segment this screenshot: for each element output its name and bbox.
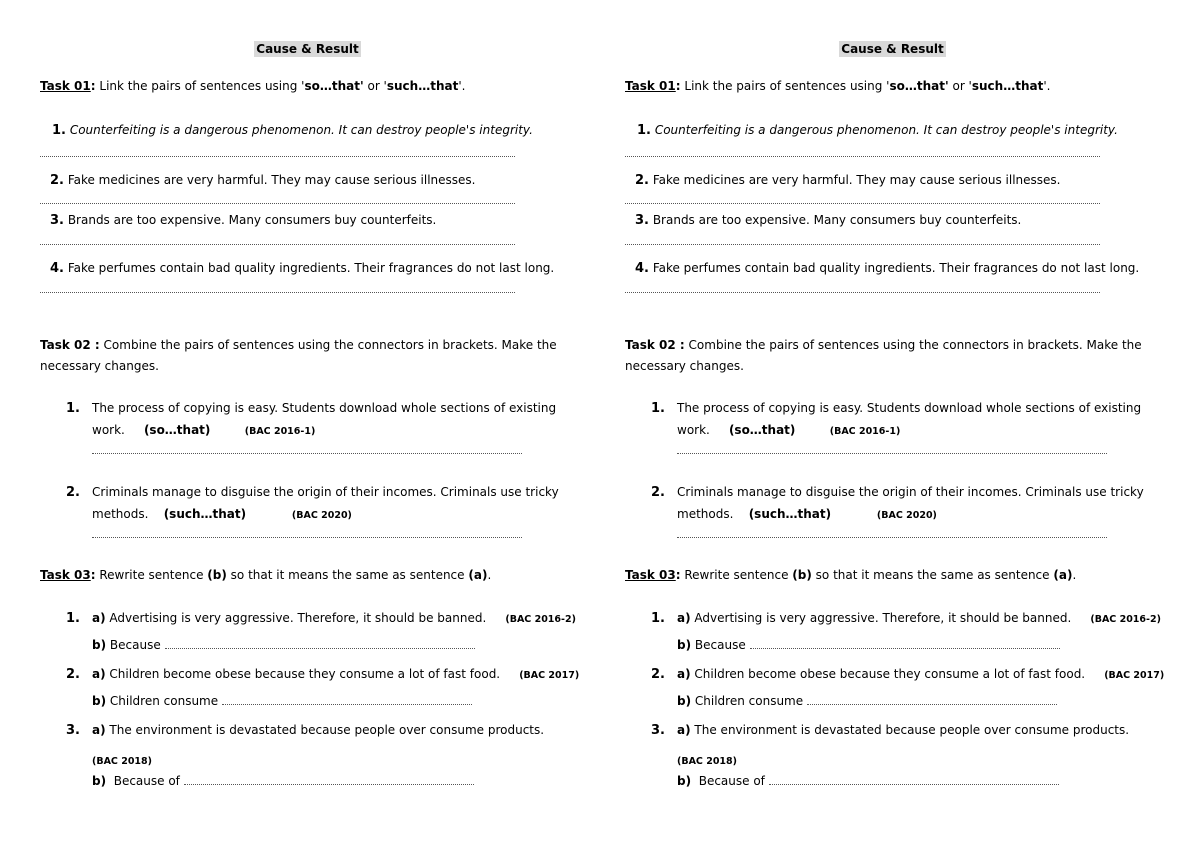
answer-line[interactable] bbox=[625, 203, 1100, 204]
task1-instruction: Task 01: Link the pairs of sentences using 'so…that' or 'such…that'. bbox=[40, 79, 466, 93]
task2-item-2: 2. Criminals manage to disguise the origin of their incomes. Criminals use tricky bbox=[651, 485, 1144, 500]
task1-item-3: 3. Brands are too expensive. Many consumers buy counterfeits. bbox=[50, 213, 437, 228]
task3-item-1: 1. a) Advertising is very aggressive. Therefore, it should be banned. (BAC 2016-2) bbox=[651, 611, 1161, 626]
task3-label: Task 03 bbox=[40, 568, 91, 582]
answer-line[interactable] bbox=[40, 156, 515, 157]
bac-tag: (BAC 2018) bbox=[677, 756, 737, 767]
answer-line[interactable] bbox=[92, 453, 522, 454]
task3-item-3-b: b) Because of bbox=[92, 774, 474, 788]
task3-item-2-b: b) Children consume bbox=[92, 694, 472, 708]
answer-line[interactable] bbox=[40, 292, 515, 293]
answer-line[interactable] bbox=[184, 774, 474, 785]
task3-item-3-b: b) Because of bbox=[677, 774, 1059, 788]
task2-instruction: Task 02 : Combine the pairs of sentences using the connectors in brackets. Make the bbox=[40, 338, 557, 352]
answer-line[interactable] bbox=[677, 453, 1107, 454]
worksheet-left bbox=[40, 0, 600, 849]
task1-item-1: 1. Counterfeiting is a dangerous phenomenon. It can destroy people's integrity. bbox=[52, 123, 533, 138]
bac-tag: (BAC 2020) bbox=[291, 510, 352, 521]
task1-item-1: 1. Counterfeiting is a dangerous phenomenon. It can destroy people's integrity. bbox=[637, 123, 1118, 138]
task3-item-3: 3. a) The environment is devastated because people over consume products. bbox=[66, 723, 545, 738]
answer-line[interactable] bbox=[807, 694, 1057, 705]
task1-label: Task 01 bbox=[40, 79, 91, 93]
task3-item-2-b: b) Children consume bbox=[677, 694, 1057, 708]
bac-tag: (BAC 2016-1) bbox=[244, 426, 316, 437]
task2-item-1-cont: work. (so…that) (BAC 2016-1) bbox=[92, 423, 316, 437]
task1-item-4: 4. Fake perfumes contain bad quality ingredients. Their fragrances do not last long. bbox=[50, 261, 555, 276]
bac-tag: (BAC 2016-2) bbox=[1090, 614, 1161, 625]
task3-item-1-b: b) Because bbox=[677, 638, 1060, 652]
task2-instruction-cont: necessary changes. bbox=[40, 359, 159, 373]
answer-line[interactable] bbox=[40, 203, 515, 204]
task2-instruction-cont: necessary changes. bbox=[625, 359, 744, 373]
worksheet-title: Cause & Result bbox=[841, 42, 944, 56]
bac-tag: (BAC 2016-2) bbox=[505, 614, 576, 625]
task1-item-4: 4. Fake perfumes contain bad quality ingredients. Their fragrances do not last long. bbox=[635, 261, 1140, 276]
bac-tag: (BAC 2017) bbox=[519, 670, 580, 681]
task2-label: Task 02 bbox=[40, 338, 91, 352]
task2-item-2-cont: methods. (such…that) (BAC 2020) bbox=[677, 507, 937, 521]
answer-line[interactable] bbox=[625, 156, 1100, 157]
task2-label: Task 02 bbox=[625, 338, 676, 352]
answer-line[interactable] bbox=[40, 244, 515, 245]
task3-item-2: 2. a) Children become obese because they consume a lot of fast food. (BAC 2017) bbox=[66, 667, 580, 682]
task3-instruction: Task 03: Rewrite sentence (b) so that it means the same as sentence (a). bbox=[625, 568, 1077, 582]
answer-line[interactable] bbox=[222, 694, 472, 705]
task1-label: Task 01 bbox=[625, 79, 676, 93]
bac-tag: (BAC 2020) bbox=[876, 510, 937, 521]
task2-item-1-cont: work. (so…that) (BAC 2016-1) bbox=[677, 423, 901, 437]
task1-instruction: Task 01: Link the pairs of sentences using 'so…that' or 'such…that'. bbox=[625, 79, 1051, 93]
bac-tag: (BAC 2018) bbox=[92, 756, 152, 767]
task3-item-1: 1. a) Advertising is very aggressive. Therefore, it should be banned. (BAC 2016-2) bbox=[66, 611, 576, 626]
task2-instruction: Task 02 : Combine the pairs of sentences using the connectors in brackets. Make the bbox=[625, 338, 1142, 352]
answer-line[interactable] bbox=[92, 537, 522, 538]
task1-item-2: 2. Fake medicines are very harmful. They may cause serious illnesses. bbox=[635, 173, 1061, 188]
task3-label: Task 03 bbox=[625, 568, 676, 582]
task2-item-1: 1. The process of copying is easy. Students download whole sections of existing bbox=[651, 401, 1142, 416]
task3-item-2: 2. a) Children become obese because they consume a lot of fast food. (BAC 2017) bbox=[651, 667, 1165, 682]
task3-item-3-bac bbox=[677, 749, 737, 768]
task3-instruction: Task 03: Rewrite sentence (b) so that it means the same as sentence (a). bbox=[40, 568, 492, 582]
worksheet-right bbox=[625, 0, 1185, 849]
worksheet-title: Cause & Result bbox=[256, 42, 359, 56]
task1-item-2: 2. Fake medicines are very harmful. They may cause serious illnesses. bbox=[50, 173, 476, 188]
task2-item-2: 2. Criminals manage to disguise the origin of their incomes. Criminals use tricky bbox=[66, 485, 559, 500]
answer-line[interactable] bbox=[165, 638, 475, 649]
answer-line[interactable] bbox=[625, 244, 1100, 245]
bac-tag: (BAC 2017) bbox=[1104, 670, 1165, 681]
bac-tag: (BAC 2016-1) bbox=[829, 426, 901, 437]
task1-item-3: 3. Brands are too expensive. Many consumers buy counterfeits. bbox=[635, 213, 1022, 228]
task3-item-1-b: b) Because bbox=[92, 638, 475, 652]
answer-line[interactable] bbox=[625, 292, 1100, 293]
task2-item-2-cont: methods. (such…that) (BAC 2020) bbox=[92, 507, 352, 521]
task3-item-3: 3. a) The environment is devastated because people over consume products. bbox=[651, 723, 1130, 738]
answer-line[interactable] bbox=[750, 638, 1060, 649]
answer-line[interactable] bbox=[677, 537, 1107, 538]
task2-item-1: 1. The process of copying is easy. Students download whole sections of existing bbox=[66, 401, 557, 416]
answer-line[interactable] bbox=[769, 774, 1059, 785]
task3-item-3-bac bbox=[92, 749, 152, 768]
